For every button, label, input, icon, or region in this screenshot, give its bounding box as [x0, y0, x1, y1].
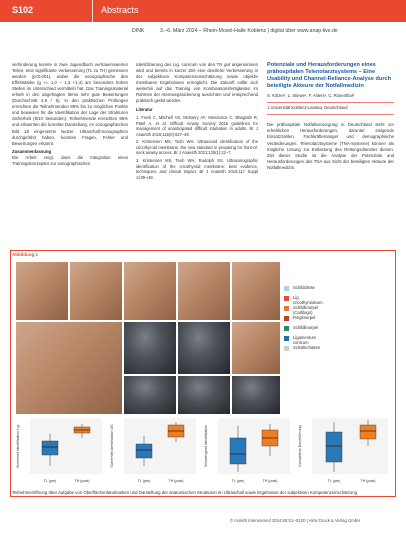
abstract-body: Die prähospitale Notfallversorgung in Deutschland steht vor erheblichen Herausforderungen, darunter steigende Einsatzzahlen, Fachkräftemangel und demographische Veränderungen. Telenotarztsysteme (TNA-Systeme) können als mögliche Lösung zur Entlastung des Rettungsdienstes dienen. Ziel dieser Studie ist die Analyse der Potenziale und Herausforderungen des TNA aus Sicht der beteiligten Akteure der Notfallmedizin. — [267, 122, 394, 170]
legend-swatch — [284, 326, 289, 331]
legend-swatch — [284, 286, 289, 291]
neck-photo — [232, 322, 280, 374]
boxplot-2 — [108, 416, 200, 488]
abstract-title: Potenziale und Herausforderungen eines prähospitalen Telenotarztsystems – Eine Usability und Channel-Reliance-Analyse durch beteiligte Akteure der Notfallmedizin — [267, 62, 392, 89]
y-axis-label: Sicherheit Identifikation Lig. — [16, 424, 20, 468]
paragraph: Identifizierung des Lig. conicum von den TN gut angenommen wird und bereits in kurzer Zeit eine deutliche Verbesserung in der subjektiven Kompetenzeinschätzung sowie objektiv messbaren Ergebnissen ermöglicht. Die Zukunft sollte sich weiterhin auf das Training von Kombinationsfertigkeiten im Rahmen der Atemwegssicherung ausrichten und entsprechend praktisch geübt werden. — [136, 62, 258, 104]
section-heading: Zusammenfassung — [12, 148, 52, 154]
header-divider — [92, 0, 93, 22]
box-pre — [326, 432, 342, 462]
divider — [267, 102, 394, 103]
plot-area — [124, 418, 196, 474]
paragraph: Die Arbeit zeigt, dass die Integration eines Trainingskonzeptes zur sonographischen — [12, 154, 128, 166]
ultrasound-image — [232, 376, 280, 414]
x-tick-label: TH (post) — [262, 479, 278, 483]
box-pre — [42, 441, 58, 455]
legend-swatch — [284, 346, 289, 351]
y-axis-label: Kompetenz Durchführung — [298, 425, 302, 467]
y-axis-label: Schwierigkeit Identifikation — [204, 424, 208, 468]
paragraph: verhinderung konnte in zwei Jugendbuch vertrauenswerten Teilen, eine signifikante Verbesserung (TL zu TH) gemessen werden (p<0,001), wobei die sonographische den Effektstärke (g >= 1,0 – 1,3 +1,4) am besonders hohen Stellen im Unterschied vermitteln hat. Das Trainingsmaterial erhielt in den abgefragten Items sehr gute Bewertungen (Durchschnitt 4,8 / 5). In den praktischen Prüfungen erreichten die Teilnehmenden 89% bis zu möglichen Punkte und bewiesen für die Identifikation der Lage der Strukturen Sicherheit (8/10 Sekunden). Teilnehmende erreichten 85% und erkannten die korrekte Darstellung, im sonographischen Bild 18 eingesetzte Nutzer. Ultraschall-Sonographien durchgeführt haben, konnten Fragen, Fehler und Bewertungen erkannt. — [12, 62, 128, 146]
neck-photo — [124, 262, 176, 320]
x-tick-label: TL (pre) — [137, 479, 151, 483]
plot-area — [312, 418, 388, 474]
figure-caption: Teilnehmeröffnung über Aufgabe von Oberflächenlandmarken und Darstellung der anatomischen Strukturen im Ultraschall sowie Ergebnisse der subjektiven Kompetenzeinschätzung — [12, 490, 358, 495]
ultrasound-image — [124, 322, 176, 374]
authors: S. Kölzer¹, L. Stiewe², F. Ahlers¹, C. Rosenthal³ — [267, 93, 355, 98]
page-footer: © Anästh Intensivmed 2024;65:S1–S100 | Aktiv Druck & Verlag GmbH — [230, 518, 361, 523]
reference-item: 1. Frerk C, Mitchell VS, McNarry AF, Mendonca C, Bhagrath R, Patel A, et al. Difficult Airway Society 2015 guidelines for management of unanticipated difficult intubation in adults. Br J Anaesth 2015;115(6):827–48. — [136, 114, 258, 137]
boxplot-4 — [296, 416, 392, 488]
x-tick-label: TL (pre) — [327, 479, 341, 483]
x-tick-label: TL (pre) — [43, 479, 57, 483]
x-tick-label: TH (post) — [168, 479, 184, 483]
reference-item: 3. Kristensen MS, Teoh WH, Rudolph SS. Ultrasonographic identification of the cricothyroid membrane: best evidence, techniques, and clinical impact. Br J Anaesth 2016;117 Suppl 1:i39–i48. — [136, 158, 258, 180]
legend-swatch — [284, 306, 289, 311]
ultrasound-image — [178, 322, 230, 374]
neck-photo — [16, 262, 68, 320]
ultrasound-image — [124, 376, 176, 414]
plot-area — [30, 418, 102, 474]
legend-swatch — [284, 316, 289, 321]
affiliation: 1 Universität Koblenz-Landau, Deutschland — [267, 105, 348, 111]
reference-item: 2. Kristensen MS, Teoh WH. Ultrasound identification of the cricothyroid membrane: the new standard in preparing for front-of-neck airway access. Br J Anaesth 2021;126(1):22–7. — [136, 139, 258, 156]
neck-photo — [16, 322, 122, 414]
boxplot-3 — [202, 416, 294, 488]
x-tick-label: TH (post) — [360, 479, 376, 483]
references-heading: Literatur — [136, 107, 153, 113]
plot-area — [218, 418, 290, 474]
neck-photo — [70, 262, 122, 320]
y-axis-label: Sicherheit Identifikation US — [110, 424, 114, 468]
page-number: S102 — [12, 5, 34, 15]
legend-swatch — [284, 296, 289, 301]
box-post — [360, 425, 376, 439]
ultrasound-image — [178, 376, 230, 414]
x-tick-label: TL (pre) — [231, 479, 245, 483]
column-2 — [136, 62, 258, 180]
neck-photo — [178, 262, 230, 320]
neck-photo — [232, 262, 280, 320]
column-1 — [12, 62, 128, 167]
column-3 — [267, 62, 394, 171]
boxplot-1 — [14, 416, 106, 488]
box-pre — [230, 438, 246, 464]
divider — [267, 114, 394, 115]
figure-label: Abbildung 1 — [12, 252, 38, 257]
header-band — [0, 0, 406, 22]
section-title: Abstracts — [101, 5, 139, 15]
legend-swatch — [284, 336, 289, 341]
x-tick-label: TH (post) — [74, 479, 90, 483]
journal-name: DINK — [132, 28, 145, 34]
conference-info: 3.–6. März 2024 – Rhein-Mosel-Halle Koblenz | digital über www.anap-live.de — [160, 28, 338, 34]
box-pre — [136, 444, 152, 458]
